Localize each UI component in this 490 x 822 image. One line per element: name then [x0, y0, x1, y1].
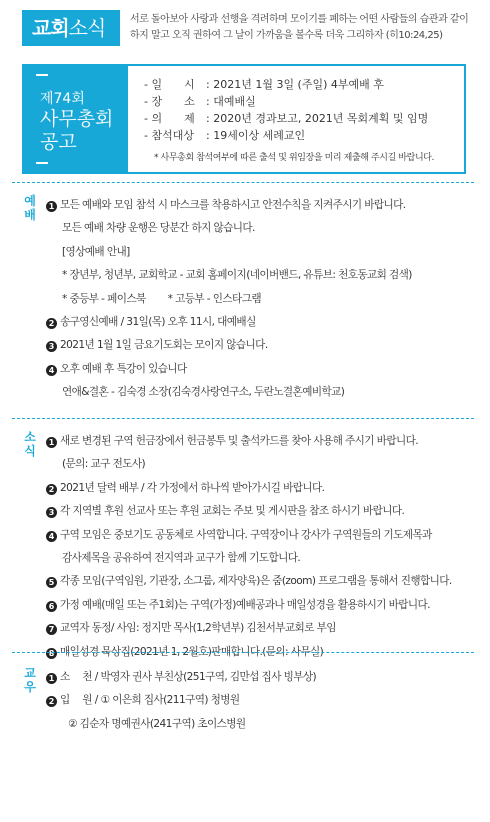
meeting-detail-label: - 일 시: [144, 78, 195, 91]
news-item-text: 교역자 동정/ 사임: 정지만 목사(1,2학년부) 김천서부교회로 부임: [60, 622, 336, 635]
news-item: [46, 547, 482, 570]
worship-item-text: * 고등부 - 인스타그램: [167, 292, 261, 305]
meeting-detail-value: : 19세이상 세례교인: [206, 129, 306, 142]
divider-dash: [36, 74, 48, 76]
worship-item-text: 2021년 1월 1일 금요기도회는 모이지 않습니다.: [60, 339, 268, 352]
worship-item: [46, 264, 482, 287]
news-item-text: 구역 모임은 중보기도 공동체로 사역합니다. 구역장이나 강사가 구역원들의 기도제목과: [60, 528, 432, 541]
worship-item: [46, 217, 482, 240]
news-item: [46, 524, 482, 547]
worship-item: [46, 311, 482, 334]
members-item: [46, 666, 482, 689]
members-list: [46, 666, 482, 736]
number-badge: 5: [46, 577, 57, 588]
section-divider: [12, 182, 474, 183]
worship-list: [46, 194, 482, 405]
worship-section-label: 예 배: [24, 194, 36, 222]
news-item-text: 가정 예배(매일 또는 주1회)는 구역(가정)예배공과나 매일성경을 활용하시기 바랍니다.: [60, 598, 430, 611]
number-badge: 1: [46, 437, 57, 448]
meeting-detail-label: - 의 제: [144, 112, 195, 125]
news-item-text: 2021년 달력 배부 / 각 가정에서 하나씩 받아가시길 바랍니다.: [60, 481, 325, 494]
news-list: [46, 430, 482, 664]
divider-dash: [36, 162, 48, 164]
number-badge: 3: [46, 507, 57, 518]
meeting-detail-value: : 2020년 경과보고, 2021년 목회계획 및 임명: [206, 112, 429, 125]
number-badge: 4: [46, 531, 57, 542]
worship-item: [46, 241, 482, 264]
news-item: [46, 617, 482, 640]
news-item-text: 감사제목을 공유하여 전지역과 교구가 함께 기도합니다.: [62, 552, 301, 565]
worship-item-text: * 중등부 - 페이스북: [62, 292, 146, 305]
worship-item-text: 모든 예배 차량 운행은 당분간 하지 않습니다.: [62, 222, 255, 235]
worship-item: [46, 381, 482, 404]
meeting-name: 사무총회 공고: [40, 108, 114, 153]
meeting-title-panel: [24, 66, 128, 172]
number-badge: 2: [46, 318, 57, 329]
section-divider: [12, 652, 474, 653]
number-badge: 8: [46, 648, 57, 659]
number-badge: 2: [46, 484, 57, 495]
meeting-detail-value: : 2021년 1월 3일 (주일) 4부예배 후: [206, 78, 384, 91]
section-divider: [12, 418, 474, 419]
bible-verse: 서로 돌아보아 사랑과 선행을 격려하며 모이기를 폐하는 어떤 사람들의 습관과 같이 하지 말고 오직 권하여 그 날이 가까움을 볼수록 더욱 그리하자 (히10:24,25): [130, 14, 469, 41]
worship-item-text: [영상예배 안내]: [62, 245, 130, 258]
news-item-text: 새로 변경된 구역 헌금장에서 헌금봉투 및 출석카드를 찾아 사용해 주시기 바랍니다.: [60, 435, 418, 447]
meeting-detail-label: - 장 소: [144, 95, 195, 108]
meeting-details: [144, 76, 464, 163]
worship-item-text: 모든 예배와 모임 참석 시 마스크를 착용하시고 안전수칙을 지켜주시기 바랍니다.: [60, 199, 406, 211]
worship-item-text: * 장년부, 청년부, 교회학교 - 교회 홈페이지(네이버밴드, 유튜브: 천호동교회 검색): [62, 269, 412, 282]
meeting-detail-value: : 대예배실: [206, 95, 256, 108]
news-title-light: 소식: [68, 16, 106, 40]
members-item: [46, 689, 482, 712]
news-item: [46, 500, 482, 523]
news-title: [22, 10, 120, 46]
news-item: [46, 570, 482, 593]
number-badge: 4: [46, 365, 57, 376]
number-badge: 1: [46, 201, 57, 212]
news-item-text: 각 지역별 후원 선교사 또는 후원 교회는 주보 및 게시판을 참조 하시기 바랍니다.: [60, 505, 405, 518]
worship-item-text: 연애&결혼 - 김숙경 소장(김숙경사랑연구소, 두란노결혼예비학교): [62, 386, 345, 399]
meeting-detail-label: - 참석대상: [144, 129, 194, 142]
news-item: [46, 477, 482, 500]
number-badge: 7: [46, 624, 57, 635]
members-item: [46, 713, 482, 736]
meeting-detail-row: [144, 110, 464, 127]
worship-item-text: 송구영신예배 / 31일(목) 오후 11시, 대예배실: [60, 316, 256, 329]
members-section-label: 교 우: [24, 666, 36, 694]
number-badge: 1: [46, 673, 57, 684]
news-title-bold: 교회: [32, 16, 69, 40]
number-badge: 3: [46, 341, 57, 352]
news-item-text: 각종 모임(구역임원, 기관장, 소그룹, 제자양육)은 줌(zoom) 프로그램을 통해서 진행합니다.: [60, 575, 452, 588]
members-item-text: 입 원 / ① 이은희 집사(211구역) 청병원: [60, 694, 240, 707]
meeting-detail-row: [144, 93, 464, 110]
news-item: [46, 430, 482, 453]
worship-item: [46, 288, 482, 311]
news-item-text: 매일성경 묵상집(2021년 1, 2월호)판매합니다.(문의: 사무실): [60, 645, 324, 658]
meeting-detail-row: [144, 127, 464, 144]
meeting-detail-row: [144, 76, 464, 93]
members-item-text: ② 김순자 명예권사(241구역) 초이스병원: [68, 717, 246, 730]
news-section-label: 소 식: [24, 430, 36, 458]
meeting-note: * 사무총회 참석여부에 따른 출석 및 위임장을 미리 제출해 주시길 바랍니다.: [154, 153, 434, 163]
news-item: [46, 453, 482, 476]
worship-item-text: 오후 예배 후 특강이 있습니다: [60, 362, 187, 375]
general-meeting-notice: [22, 64, 466, 174]
worship-item: [46, 334, 482, 357]
worship-item: [46, 358, 482, 381]
news-item-text: (문의: 교구 전도사): [62, 458, 146, 471]
members-item-text: 소 천 / 박영자 권사 부친상(251구역, 김만섭 집사 빙부상): [60, 671, 317, 683]
number-badge: 6: [46, 601, 57, 612]
news-item: [46, 594, 482, 617]
meeting-number: 제74회: [40, 91, 85, 107]
number-badge: 2: [46, 696, 57, 707]
header: [22, 10, 482, 52]
worship-item: [46, 194, 482, 217]
